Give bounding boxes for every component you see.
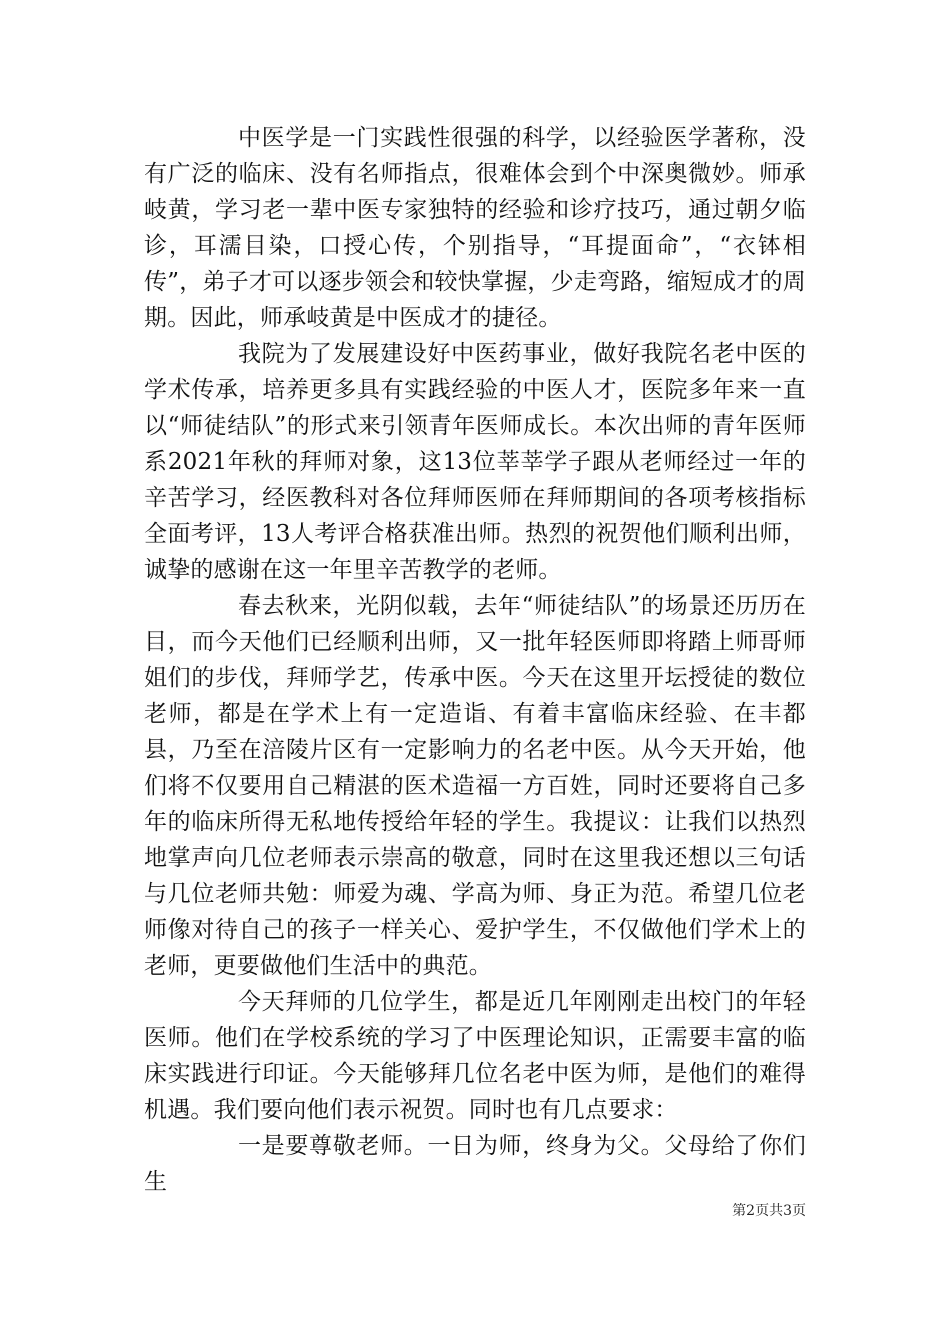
paragraph-1: 中医学是一门实践性很强的科学，以经验医学著称，没有广泛的临床、没有名师指点，很难体会到个中深奥微妙。师承岐黄，学习老一辈中医专家独特的经验和诊疗技巧，通过朝夕临诊，耳濡目染，口授心传，个别指导，“耳提面命”，“衣钵相传”，弟子才可以逐步领会和较快掌握，少走弯路，缩短成才的周期。因此，师承岐黄是中医成才的捷径。	[144, 125, 806, 331]
document-body	[144, 120, 806, 1200]
paragraph-3: 春去秋来，光阴似载，去年“师徒结队”的场景还历历在目，而今天他们已经顺利出师，又一批年轻医师即将踏上师哥师姐们的步伐，拜师学艺，传承中医。今天在这里开坛授徒的数位老师，都是在学术上有一定造诣、有着丰富临床经验、在丰都县，乃至在涪陵片区有一定影响力的名老中医。从今天开始，他们将不仅要用自己精湛的医术造福一方百姓，同时还要将自己多年的临床所得无私地传授给年轻的学生。我提议：让我们以热烈地掌声向几位老师表示崇高的敬意，同时在这里我还想以三句话与几位老师共勉：师爱为魂、学高为师、身正为范。希望几位老师像对待自己的孩子一样关心、爱护学生，不仅做他们学术上的老师，更要做他们生活中的典范。	[144, 593, 806, 979]
paragraph-5: 一是要尊敬老师。一日为师，终身为父。父母给了你们生	[144, 1133, 806, 1195]
page-number-footer: 第2页共3页	[732, 1203, 806, 1219]
paragraph-4: 今天拜师的几位学生，都是近几年刚刚走出校门的年轻医师。他们在学校系统的学习了中医理论知识，正需要丰富的临床实践进行印证。今天能够拜几位名老中医为师，是他们的难得机遇。我们要向他们表示祝贺。同时也有几点要求：	[144, 989, 806, 1123]
paragraph-2: 我院为了发展建设好中医药事业，做好我院名老中医的学术传承，培养更多具有实践经验的中医人才，医院多年来一直以“师徒结队”的形式来引领青年医师成长。本次出师的青年医师系2021年秋的拜师对象，这13位莘莘学子跟从老师经过一年的辛苦学习，经医教科对各位拜师医师在拜师期间的各项考核指标全面考评，13人考评合格获准出师。热烈的祝贺他们顺利出师，诚挚的感谢在这一年里辛苦教学的老师。	[144, 341, 806, 583]
